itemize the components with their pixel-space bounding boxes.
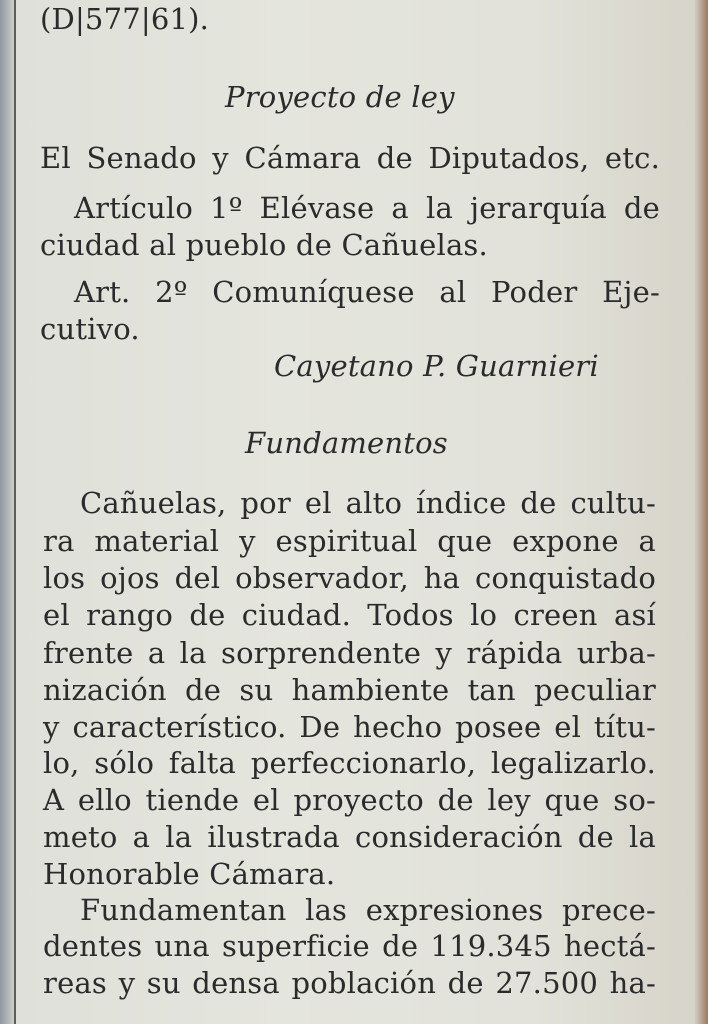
article-2-line-1: Art. 2º Comuníquese al Poder Eje-	[74, 275, 660, 309]
fundamentos-heading: Fundamentos	[245, 426, 448, 460]
column-rule	[14, 0, 16, 1024]
paragraph-line: lo, sólo falta perfeccionarlo, legalizarlo.	[43, 746, 656, 780]
paragraph-line: dentes una superficie de 119.345 hectá-	[43, 929, 656, 963]
article-1-line-2: ciudad al pueblo de Cañuelas.	[40, 228, 488, 262]
paragraph-line: nización de su hambiente tan peculiar	[43, 673, 656, 707]
reference-number: (D|577|61).	[40, 2, 210, 36]
paragraph-line: y característico. De hecho posee el títu-	[43, 710, 656, 744]
page-edge-right	[694, 0, 708, 1024]
paragraph-line: Honorable Cámara.	[43, 857, 336, 891]
paragraph-line: el rango de ciudad. Todos lo creen así	[43, 598, 656, 632]
article-2-line-2: cutivo.	[40, 312, 140, 346]
paragraph-line: los ojos del observador, ha conquistado	[43, 561, 656, 595]
paragraph-line: Cañuelas, por el alto índice de cultu-	[80, 486, 656, 520]
paragraph-line: meto a la ilustrada consideración de la	[43, 820, 656, 854]
bill-title: Proyecto de ley	[225, 80, 455, 114]
paragraph-line: Fundamentan las expresiones prece-	[80, 893, 656, 927]
paragraph-line: ra material y espiritual que expone a	[43, 524, 656, 558]
paragraph-line: frente a la sorprendente y rápida urba-	[43, 636, 656, 670]
paragraph-line: reas y su densa población de 27.500 ha-	[43, 966, 656, 1000]
enacting-clause: El Senado y Cámara de Diputados, etc.	[40, 141, 660, 175]
signature: Cayetano P. Guarnieri	[274, 349, 599, 383]
article-1-line-1: Artículo 1º Elévase a la jerarquía de	[74, 191, 660, 225]
paragraph-line: A ello tiende el proyecto de ley que so-	[43, 783, 656, 817]
